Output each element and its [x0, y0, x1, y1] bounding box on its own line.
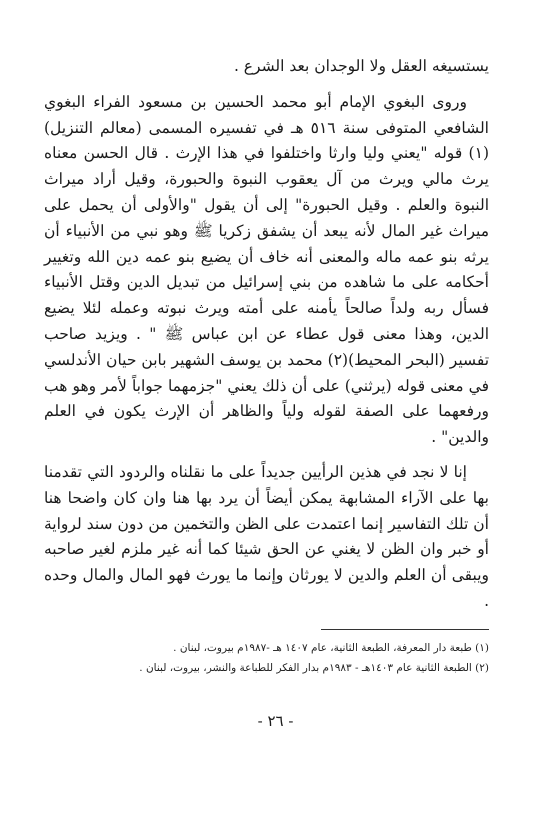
footnote-separator: [321, 629, 489, 630]
footnote-1: (١) طبعة دار المعرفة، الطبعة الثانية، عام ١٤٠٧ هـ -١٩٨٧م بيروت، لبنان .: [173, 642, 489, 654]
footnotes: [44, 638, 489, 678]
footnote-2: (٢) الطبعة الثانية عام ١٤٠٣هـ - ١٩٨٣م بدار الفكر للطباعة والنشر، بيروت، لبنان .: [139, 662, 489, 674]
paragraph-continuation: يستسيغه العقل ولا الوجدان بعد الشرع .: [233, 57, 489, 75]
page-number: - ٢٦ -: [257, 712, 294, 730]
paragraph-conclusion: إنا لا نجد في هذين الرأيين جديداً على ما نقلناه والردود التي تقدمنا بها على الآراء المشابهة يمكن أيضاً أن يرد بها هنا وان كان واضحا هنا أن تلك التفاسير إنما اعتمدت على الظن والتخمين من دون سند لرواية أو خبر وان الظن لا يغني عن الحق شيئا كما أنه غير ملزم لغير صاحبه ويبقى أن العلم والدين لا يورثان وإنما ما يورث فهو المال والمال وحده .: [44, 462, 489, 610]
paragraph-baghawi-quote: وروى البغوي الإمام أبو محمد الحسين بن مسعود الفراء البغوي الشافعي المتوفى سنة ٥١٦ هـ في تفسيره المسمى (معالم التنزيل)(١) قوله "يعني وليا وارثا واختلفوا في هذا الإرث . قال الحسن معناه يرث مالي ويرث من آل يعقوب النبوة والحبورة، وقيل أراد ميراث النبوة والعلم . وقيل الحبورة" إلى أن يقول "والأولى أن يحمل على ميراث غير المال لأنه يبعد أن يشفق زكريا ﷺ وهو نبي من الأنبياء أن يرثه بنو عمه ماله والمعنى أنه خاف أن يضيع بنو عمه دين الله وتغيير أحكامه على ما شاهده من بني إسرائيل من تبديل الدين وقتل الأنبياء فسأل ربه ولداً صالحاً يأمنه على أمته ويرث نبوته وعمله لئلا يضيع الدين، وهذا معنى قول عطاء عن ابن عباس ﷺ " . ويزيد صاحب تفسير (البحر المحيط)(٢) محمد بن يوسف الشهير بابن حيان الأندلسي في معنى قوله (يرثني) على أن ذلك يعني "جزمهما جواباً لأمر وهو هب ورفعهما على الصفة لقوله ولياً والظاهر أن الإرث يكون في العلم والدين" .: [44, 92, 490, 447]
body-text: [44, 54, 489, 615]
